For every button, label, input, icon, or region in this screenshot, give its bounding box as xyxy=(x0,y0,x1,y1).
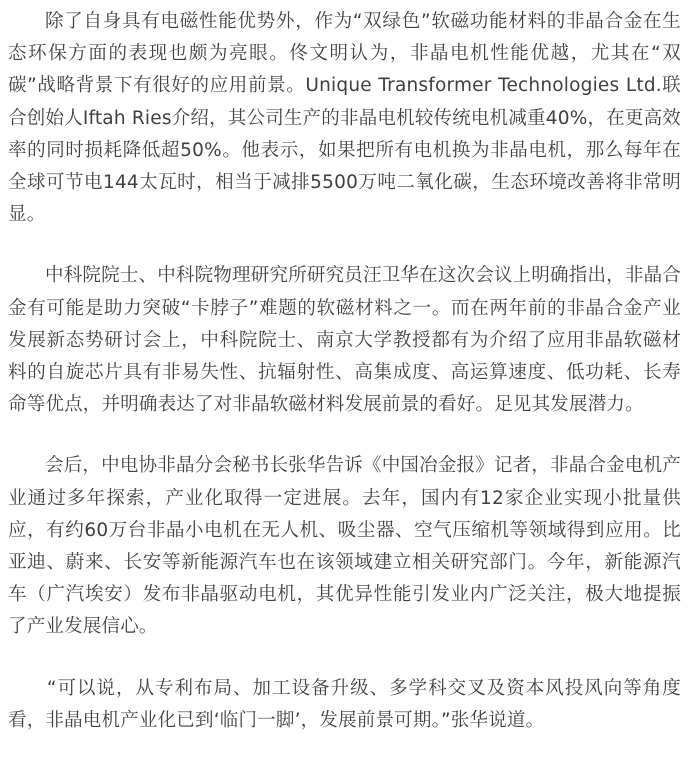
paragraph-academician-view: 中科院院士、中科院物理研究所研究员汪卫华在这次会议上明确指出，非晶合金有可能是助力突破“卡脖子”难题的软磁材料之一。而在两年前的非晶合金产业发展新态势研讨会上，中科院院士、南京大学教授都有为介绍了应用非晶软磁材料的自旋芯片具有非易失性、抗辐射性、高集成度、高运算速度、低功耗、长寿命等优点，并明确表达了对非晶软磁材料发展前景的看好。足见其发展潜力。 xyxy=(8,265,681,416)
paragraph-advantages: 除了自身具有电磁性能优势外，作为“双绿色”软磁功能材料的非晶合金在生态环保方面的表现也颇为亮眼。佟文明认为，非晶电机性能优越，尤其在“双碳”战略背景下有很好的应用前景。Unique Transformer Technologies Ltd.联合创始人Iftah Ries介绍，其公司生产的非晶电机较传统电机减重40%，在更高效率的同时损耗降低超50%。他表示，如果把所有电机换为非晶电机，那么每年在全球可节电144太瓦时，相当于减排5500万吨二氧化碳，生态环境改善将非常明显。 xyxy=(8,11,681,226)
paragraph-industry-progress: 会后，中电协非晶分会秘书长张华告诉《中国冶金报》记者，非晶合金电机产业通过多年探索，产业化取得一定进展。去年，国内有12家企业实现小批量供应，有约60万台非晶小电机在无人机、吸尘器、空气压缩机等领域得到应用。比亚迪、蔚来、长安等新能源汽车也在该领域建立相关研究部门。今年，新能源汽车（广汽埃安）发布非晶驱动电机，其优异性能引发业内广泛关注，极大地提振了产业发展信心。 xyxy=(8,455,681,638)
paragraph-closing-quote: “可以说，从专利布局、加工设备升级、多学科交叉及资本风投风向等角度看，非晶电机产业化已到‘临门一脚’，发展前景可期。”张华说道。 xyxy=(8,677,681,731)
